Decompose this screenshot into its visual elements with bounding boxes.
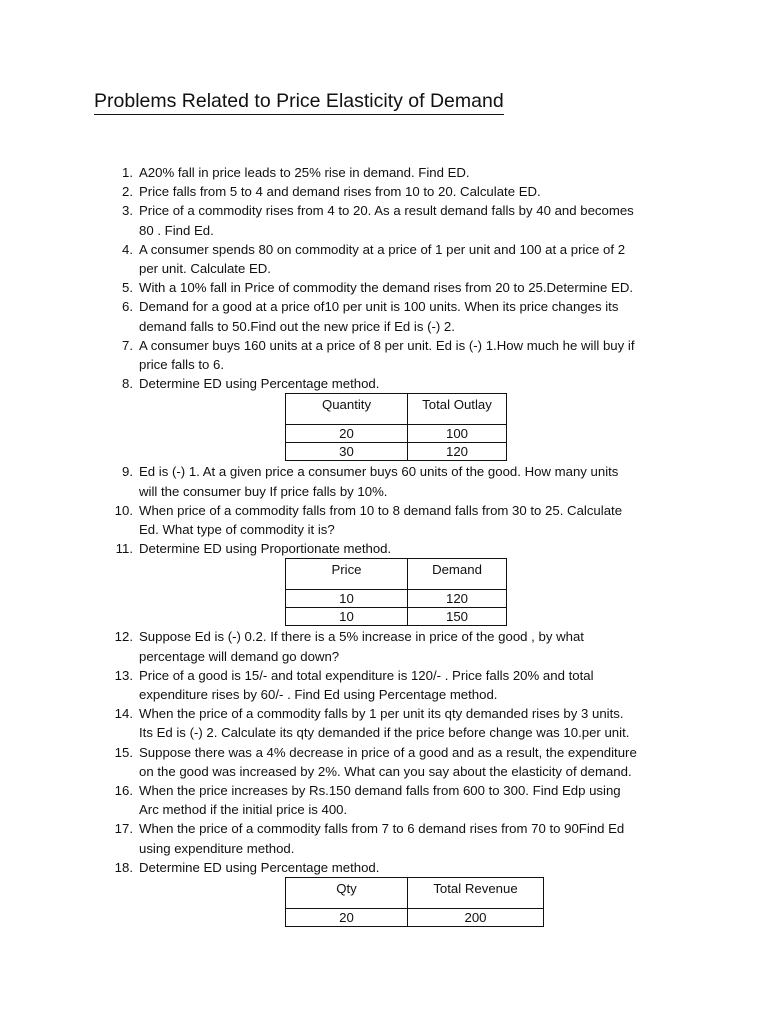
problem-number: 18. [114,859,133,875]
table-cell: 20 [286,909,408,927]
table-cell: 150 [408,608,507,626]
problem-text-line: Suppose Ed is (-) 0.2. If there is a 5% increase in price of the good , by what [139,629,584,645]
table-row [286,590,507,608]
problem-number: 1. [122,165,133,180]
table-row [286,425,507,443]
problem-text-line: When price of a commodity falls from 10 to 8 demand falls from 30 to 25. Calculate [139,502,623,518]
page-title: Problems Related to Price Elasticity of Demand [94,88,504,115]
problem-text-line: When the price of a commodity falls by 1 per unit its qty demanded rises by 3 units. [139,706,624,722]
problem-text-line: A consumer buys 160 units at a price of 8 per unit. Ed is (-) 1.How much he will buy if [139,337,635,353]
table-cell: 10 [286,608,408,626]
data-table [285,393,507,461]
problem-number: 8. [122,376,133,392]
data-table [285,558,507,626]
problem-text-line: Arc method if the initial price is 400. [139,802,348,818]
problem-text-line: per unit. Calculate ED. [139,261,271,276]
problem-text-line: With a 10% fall in Price of commodity the demand rises from 20 to 25.Determine ED. [139,280,634,296]
problem-number: 10. [114,502,133,518]
problem-number: 12. [114,629,133,645]
table-row [286,443,507,461]
problem-text-line: will the consumer buy If price falls by 10%. [139,483,388,499]
problem-text-line: When the price of a commodity falls from 7 to 6 demand rises from 70 to 90Find Ed [139,821,625,837]
problem-text-line: price falls to 6. [139,357,225,372]
problem-number: 3. [122,203,133,219]
problem-number: 9. [122,464,133,480]
problem-text-line: Price of a good is 15/- and total expenditure is 120/- . Price falls 20% and total [139,667,594,683]
table-header-row [286,878,544,909]
table-cell: 30 [286,443,408,461]
problem-text-line: Its Ed is (-) 2. Calculate its qty demanded if the price before change was 10.per unit. [139,725,630,741]
problem-number: 16. [114,783,133,798]
problem-number: 2. [122,184,133,200]
table-header-cell: Total Revenue [408,878,544,909]
problem-text-line: Price of a commodity rises from 4 to 20. As a result demand falls by 40 and becomes [139,203,634,219]
problem-text-line: Determine ED using Percentage method. [139,859,380,875]
problem-text-line: A20% fall in price leads to 25% rise in demand. Find ED. [139,165,470,180]
problem-number: 5. [122,280,133,296]
problem-text-line: using expenditure method. [139,840,295,856]
problem-text-line: Ed. What type of commodity it is? [139,522,335,537]
problem-text-line: percentage will demand go down? [139,648,340,664]
table-header-cell: Total Outlay [408,394,507,425]
problem-number: 6. [122,299,133,315]
problem-text-line: Price falls from 5 to 4 and demand rises from 10 to 20. Calculate ED. [139,184,541,200]
problem-number: 7. [122,337,133,353]
table-header-row [286,394,507,425]
table-cell: 200 [408,909,544,927]
problem-number: 4. [122,241,133,257]
table-header-cell: Demand [408,559,507,590]
problem-text-line: Ed is (-) 1. At a given price a consumer buys 60 units of the good. How many units [139,464,619,480]
problem-text-line: Determine ED using Percentage method. [139,376,380,392]
table-cell: 120 [408,443,507,461]
table-cell: 10 [286,590,408,608]
table-cell: 100 [408,425,507,443]
table-header-cell: Quantity [286,394,408,425]
table-cell: 120 [408,590,507,608]
problem-number: 15. [114,744,133,760]
table-header-row [286,559,507,590]
table-header-cell: Price [286,559,408,590]
problem-number: 14. [114,706,133,722]
problem-number: 17. [114,821,133,837]
problem-text-line: Demand for a good at a price of10 per unit is 100 units. When its price changes its [139,299,619,315]
problem-text-line: expenditure rises by 60/- . Find Ed using Percentage method. [139,687,498,702]
data-table [285,877,544,927]
table-row [286,909,544,927]
problem-text-line: on the good was increased by 2%. What can you say about the elasticity of demand. [139,763,632,779]
problem-text-line: demand falls to 50.Find out the new price if Ed is (-) 2. [139,318,455,334]
problem-text-line: 80 . Find Ed. [139,222,214,238]
problem-text-line: Determine ED using Proportionate method. [139,541,392,557]
problem-text-line: A consumer spends 80 on commodity at a price of 1 per unit and 100 at a price of 2 [139,241,626,257]
table-cell: 20 [286,425,408,443]
problem-text-line: When the price increases by Rs.150 demand falls from 600 to 300. Find Edp using [139,783,621,798]
table-header-cell: Qty [286,878,408,909]
problem-text-line: Suppose there was a 4% decrease in price of a good and as a result, the expenditure [139,744,637,760]
problem-number: 13. [114,667,133,683]
problem-number: 11. [115,541,133,557]
table-row [286,608,507,626]
